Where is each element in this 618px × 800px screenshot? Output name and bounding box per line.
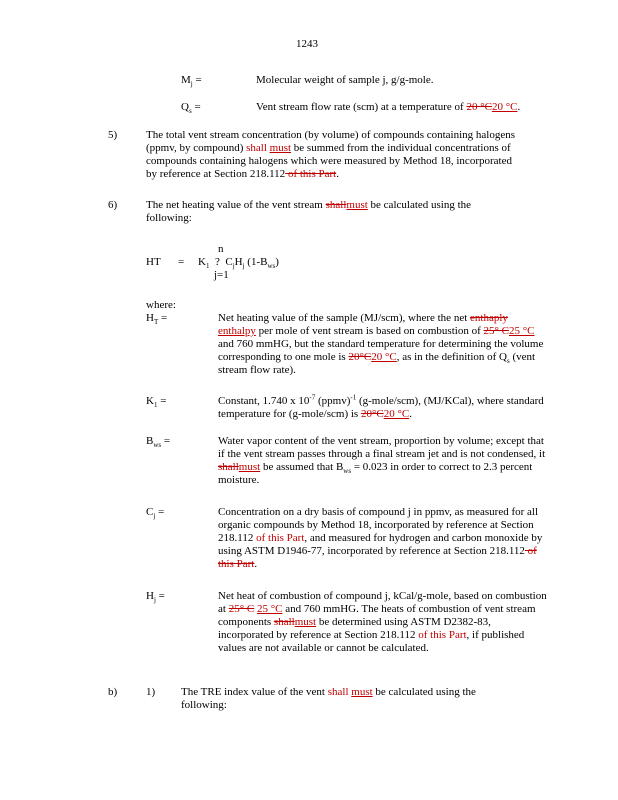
symbol-ht: $H_T$ = [146, 312, 168, 327]
page-number: 1243 [296, 38, 318, 50]
symbol-hj: $H_j$ = [146, 590, 165, 605]
item-6-number: 6) [108, 199, 118, 211]
definition-k1: Constant, 1.740 x $10^{-7}$ (ppmv)$^{-1}$ (g-mole/scm), (MJ/KCal), where standard temperature for (g-mole/scm) is 20°C20 °C. [218, 393, 544, 420]
equation-equals: = [178, 256, 185, 268]
symbol-k1: $K_1$ = [146, 395, 167, 410]
item-b1-text: The TRE index value of the vent shall must be calculated using the following: [181, 686, 476, 711]
symbol-cj: $C_j$ = [146, 506, 165, 521]
item-5-text: The total vent stream concentration (by volume) of compounds containing halogens (ppmv, by compound) shall must be summed from the individual concentrations of compounds containing halogens which were measured by Method 18, incorporated by reference at Section 218.112 of this Part. [146, 129, 516, 180]
equation-lower-limit: j=1 [214, 269, 229, 281]
equation-upper-limit: n [218, 243, 224, 255]
item-b-letter: b) [108, 686, 118, 698]
definition-bws: Water vapor content of the vent stream, proportion by volume; except that if the vent stream passes through a final stream jet and is not condensed, it shallmust be assumed that $B_{ws} = 0.023$ in order to correct to 2.3 percent moisture. [218, 435, 546, 486]
equation-lhs: HT [146, 256, 161, 268]
symbol-qs: $Q_s$ = [181, 101, 201, 116]
symbol-bws: $B_{ws}$ = [146, 435, 171, 450]
item-6-text: The net heating value of the vent stream shallmust be calculated using the following: [146, 199, 472, 224]
item-b1-number: 1) [146, 686, 156, 698]
where-label: where: [146, 299, 176, 311]
symbol-mj: $M_j$ = [181, 74, 202, 89]
definition-ht: Net heating value of the sample (MJ/scm), where the net enthaply enthalpy per mole of vent stream is based on combustion of 25° C25 °C and 760 mmHG, but the standard temperature for determining the volume corresponding to one mole is 20°C20 °C, as in the definition of $Q_s$ (vent stream flow rate). [218, 312, 544, 376]
definition-mj: Molecular weight of sample j, g/g-mole. [256, 74, 434, 86]
definition-cj: Concentration on a dry basis of compound j in ppmv, as measured for all organic compounds by Method 18, incorporated by reference at Section 218.112 of this Part, and measured for hydrogen and carbon monoxide by using ASTM D1946-77, incorporated by reference at Section 218.112 of this Part. [218, 506, 543, 570]
item-5-number: 5) [108, 129, 118, 141]
definition-hj: Net heat of combustion of compound j, kCal/g-mole, based on combustion at 25° C 25 °C and 760 mmHG. The heats of combustion of vent stream components shallmust be determined using ASTM D2382-83, incorporated by reference at Section 218.112 of this Part, if published values are not available or cannot be calculated. [218, 590, 547, 654]
equation-rhs: $K_1$ ? $C_jH_j$ $(1-B_{ws})$ [198, 256, 279, 271]
definition-qs: Vent stream flow rate (scm) at a temperature of 20 °C20 °C. [256, 101, 521, 113]
